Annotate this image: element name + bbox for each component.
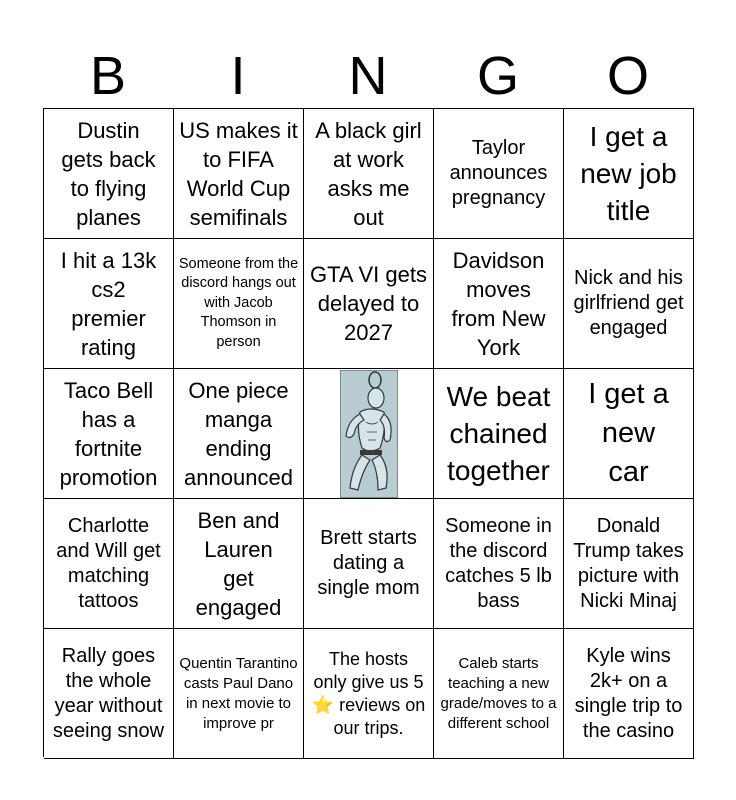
cell-text: The hosts only give us 5 ⭐ reviews on our trips.	[311, 648, 426, 738]
bingo-cell[interactable]	[304, 499, 434, 629]
header-letter-g: G	[476, 46, 519, 106]
bingo-cell[interactable]	[44, 109, 174, 239]
cell-text: Donald Trump takes picture with Nicki Minaj	[573, 514, 684, 612]
cell-text: We beat chained together	[446, 381, 551, 486]
header-letter-n: N	[348, 46, 388, 106]
cell-text: I get a new job title	[580, 121, 677, 226]
bingo-cell[interactable]	[434, 239, 564, 369]
bingo-header	[43, 44, 693, 108]
cell-text: Quentin Tarantino casts Paul Dano in next movie to improve pr	[179, 654, 298, 732]
cell-text: One piece manga ending announced	[184, 377, 293, 490]
bingo-cell[interactable]	[44, 629, 174, 759]
cell-text: I get a new car	[588, 378, 669, 488]
cell-text: Dustin gets back to flying planes	[61, 117, 156, 230]
bingo-cell[interactable]	[434, 109, 564, 239]
cell-text: Charlotte and Will get matching tattoos	[56, 514, 161, 612]
cell-text: Kyle wins 2k+ on a single trip to the casino	[574, 644, 683, 742]
bingo-cell[interactable]	[564, 369, 694, 499]
bingo-cell[interactable]	[434, 499, 564, 629]
cell-text: Taco Bell has a fortnite promotion	[59, 377, 158, 490]
bingo-cell[interactable]	[564, 499, 694, 629]
cell-text: Rally goes the whole year without seeing snow	[52, 644, 165, 742]
bingo-cell[interactable]	[44, 499, 174, 629]
cell-text: A black girl at work asks me out	[315, 117, 422, 230]
header-letter-b: B	[89, 46, 127, 106]
cell-text: I hit a 13k cs2 premier rating	[60, 247, 157, 360]
header-letter-i: I	[230, 46, 246, 106]
bingo-cell[interactable]	[174, 239, 304, 369]
cell-text: Nick and his girlfriend get engaged	[573, 267, 684, 339]
cell-text: Taylor announces pregnancy	[449, 137, 548, 209]
cell-text: Ben and Lauren get engaged	[195, 507, 282, 620]
free-space-cell[interactable]	[304, 369, 434, 499]
muscular-figure-icon	[340, 370, 398, 498]
bingo-cell[interactable]	[434, 369, 564, 499]
bingo-cell[interactable]	[304, 239, 434, 369]
cell-text: Brett starts dating a single mom	[317, 527, 420, 599]
cell-text: Someone from the discord hangs out with Jacob Thomson in person	[178, 255, 299, 350]
cell-text: Davidson moves from New York	[451, 247, 546, 360]
cell-text: Caleb starts teaching a new grade/moves to a different school	[440, 654, 557, 732]
bingo-cell[interactable]	[434, 629, 564, 759]
bingo-cell[interactable]	[304, 629, 434, 759]
bingo-cell[interactable]	[564, 239, 694, 369]
bingo-cell[interactable]	[304, 109, 434, 239]
bingo-cell[interactable]	[564, 109, 694, 239]
bingo-cell[interactable]	[44, 369, 174, 499]
bingo-cell[interactable]	[174, 109, 304, 239]
bingo-grid	[43, 108, 694, 757]
cell-text: Someone in the discord catches 5 lb bass	[445, 514, 552, 612]
bingo-cell[interactable]	[174, 499, 304, 629]
bingo-cell[interactable]	[174, 369, 304, 499]
bingo-cell[interactable]	[44, 239, 174, 369]
bingo-cell[interactable]	[564, 629, 694, 759]
bingo-cell[interactable]	[174, 629, 304, 759]
cell-text: US makes it to FIFA World Cup semifinals	[179, 117, 298, 230]
cell-text: GTA VI gets delayed to 2027	[310, 262, 427, 345]
header-letter-o: O	[606, 46, 649, 106]
